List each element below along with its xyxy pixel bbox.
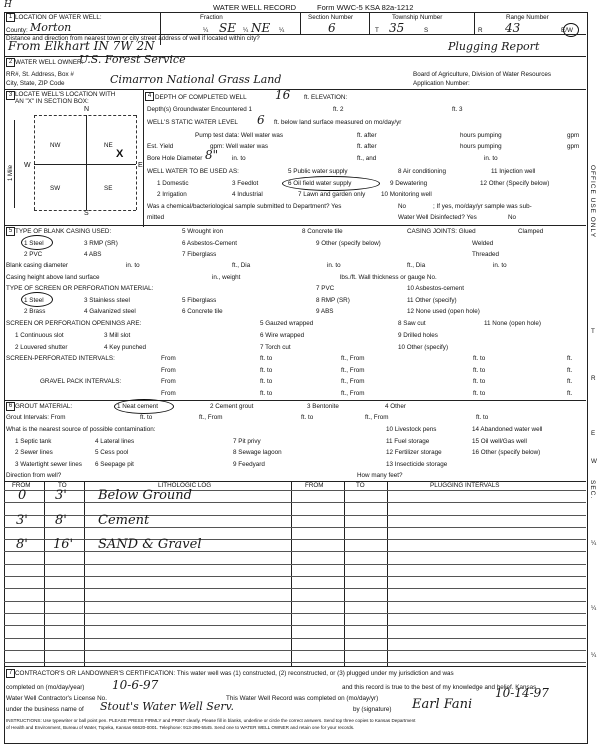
gp-to-2: ft. to — [260, 390, 273, 397]
casing-3: 3 RMP (SR) — [84, 240, 118, 247]
record-value[interactable]: 10-14-97 — [495, 686, 549, 700]
lithologic-header: LITHOLOGIC LOG — [158, 482, 212, 489]
quadrant-ne: NE — [104, 142, 113, 149]
log-rule — [4, 601, 586, 602]
cert-line-1: CONTRACTOR'S OR LANDOWNER'S CERTIFICATION: This water well was (1) constructed, (2) reconstructed, or (3) plugged under my jurisdiction and was — [15, 670, 454, 677]
si-ffrom-2: ft., From — [341, 367, 365, 374]
log-rule — [4, 539, 586, 540]
completed-label: completed on (mo/day/year) — [6, 684, 85, 691]
side-q2: ¼ — [591, 605, 597, 612]
chem-label: Was a chemical/bacteriological sample submitted to Department? Yes — [147, 203, 342, 210]
casing-1: 1 Steel — [24, 240, 44, 247]
bore-value[interactable]: 8" — [205, 148, 219, 162]
pump-label: Pump test data: Well water was — [195, 132, 284, 139]
source-10: 10 Livestock pens — [386, 426, 437, 433]
grout-1: 1 Neat cement — [117, 403, 158, 410]
source-12: 12 Fertilizer storage — [386, 449, 442, 456]
screen-8: 8 RMP (SR) — [316, 297, 350, 304]
si-from-2: From — [161, 367, 176, 374]
casing-dia-2: ft., Dia — [407, 262, 426, 269]
address-value[interactable]: Cimarron National Grass Land — [110, 73, 282, 86]
use-5: 5 Public water supply — [288, 168, 348, 175]
yield-label: Est. Yield — [147, 143, 174, 150]
instructions-2: of Health and Environment, Bureau of Water, Topeka, Kansas 66620-0001. Telephone: 913-296-5545. Send one to WATER WELL OWNER and retain one for your records. — [6, 725, 355, 730]
compass-n: N — [84, 106, 90, 113]
quadrant-sw: SW — [50, 185, 61, 192]
section-number-3: 3 — [6, 91, 15, 100]
owner-label: WATER WELL OWNER: — [15, 59, 84, 66]
casing-in-to-2: in. to — [327, 262, 341, 269]
casing-height: Casing height above land surface — [6, 274, 100, 281]
source-2: 2 Sewer lines — [15, 449, 53, 456]
contamination-title: What is the nearest source of possible contamination: — [6, 426, 156, 433]
casing-7: 7 Fiberglass — [182, 251, 217, 258]
casing-weight: in., weight — [212, 274, 241, 281]
joints-threaded: Threaded — [472, 251, 499, 258]
source-16: 16 Other (specify below) — [472, 449, 541, 456]
screen-7: 7 PVC — [316, 285, 335, 292]
source-6: 6 Seepage pit — [95, 461, 134, 468]
chem-mitted: mitted — [147, 214, 165, 221]
log-rule — [4, 613, 586, 614]
log-row-2-from[interactable]: 3' — [16, 513, 28, 528]
ew-label: E/W — [561, 27, 573, 34]
quarter-call-2[interactable]: NE — [251, 21, 271, 35]
side-t: T — [591, 328, 595, 335]
log-rule — [4, 564, 586, 565]
log-rule — [4, 625, 586, 626]
side-q1: ¼ — [591, 540, 597, 547]
section-number-4: 4 — [145, 92, 154, 101]
section-number-1: 1 — [6, 13, 15, 22]
disinfected-label: Water Well Disinfected? Yes — [398, 214, 477, 221]
well-location-x[interactable]: X — [116, 148, 124, 160]
bore-in-to: in. to — [232, 155, 246, 162]
screen-intervals-label: SCREEN-PERFORATED INTERVALS: — [6, 355, 115, 362]
casing-4: 4 ABS — [84, 251, 102, 258]
screen-12: 12 None used (open hole) — [407, 308, 480, 315]
joints-welded: Welded — [472, 240, 494, 247]
side-sec: SEC. — [589, 480, 596, 500]
screen-5: 5 Fiberglass — [182, 297, 217, 304]
screen-11: 11 Other (specify) — [407, 297, 457, 304]
form-title: WATER WELL RECORD — [213, 3, 297, 12]
log-from-header: FROM — [12, 482, 31, 489]
side-e: E — [591, 430, 596, 437]
casing-dia-1: ft., Dia — [232, 262, 251, 269]
groundwater-2: ft. 2 — [333, 106, 344, 113]
casing-9: 9 Other (specify below) — [316, 240, 381, 247]
side-q3: ¼ — [591, 652, 597, 659]
gravel-label: GRAVEL PACK INTERVALS: — [40, 378, 122, 385]
log-rule — [4, 576, 586, 577]
disinfected-no: No — [508, 214, 517, 221]
location-title: LOCATION OF WATER WELL: — [15, 14, 102, 21]
opening-7: 7 Torch cut — [260, 344, 291, 351]
quadrant-se: SE — [104, 185, 113, 192]
log-to-header: TO — [58, 482, 67, 489]
log-row-1-desc[interactable]: Below Ground — [98, 488, 192, 503]
section-number-7: 7 — [6, 669, 15, 678]
range-value[interactable]: 43 — [505, 21, 521, 35]
log-rule — [4, 490, 586, 491]
plugging-report-note[interactable]: Plugging Report — [448, 40, 540, 53]
business-value[interactable]: Stout's Water Well Serv. — [100, 700, 235, 713]
county-label: County: — [6, 27, 28, 34]
mile-label: 1 Mile — [8, 164, 15, 182]
grout-to-2: ft. to — [301, 414, 314, 421]
si-to-1b: ft. to — [473, 355, 486, 362]
grout-4: 4 Other — [385, 403, 406, 410]
grout-to-3: ft. to — [476, 414, 489, 421]
gp-to-1: ft. to — [260, 378, 273, 385]
gp-ffrom-1: ft., From — [341, 378, 365, 385]
quarter-call-1[interactable]: SE — [219, 21, 236, 35]
section-number-6: 6 — [6, 402, 15, 411]
direction-label: Direction from well? — [6, 472, 62, 479]
cert-true: and this record is true to the best of my knowledge and belief. Kansas — [342, 684, 537, 691]
opening-8: 8 Saw cut — [398, 320, 426, 327]
application-label: Application Number: — [413, 80, 470, 87]
bore-ft-and: ft., and — [357, 155, 377, 162]
depth-label: DEPTH OF COMPLETED WELL — [155, 94, 247, 101]
gp-ffrom-2: ft., From — [341, 390, 365, 397]
office-use-label: OFFICE USE ONLY — [589, 165, 596, 239]
si-ft-1: ft. — [567, 355, 573, 362]
source-15: 15 Oil well/Gas well — [472, 438, 527, 445]
casing-1-circle — [21, 235, 53, 250]
static-value[interactable]: 6 — [257, 113, 265, 127]
elevation-label: ft. ELEVATION: — [304, 94, 348, 101]
source-5: 5 Cess pool — [95, 449, 129, 456]
howmany-label: How many feet? — [357, 472, 403, 479]
gp-from-2: From — [161, 390, 176, 397]
gp-to-1b: ft. to — [473, 378, 486, 385]
instructions-1: INSTRUCTIONS: Use typewriter or ball point pen. PLEASE PRESS FIRMLY and PRINT clearly. Please fill in blanks, underline or circle the correct answers. Send top three copies to Kansas Department — [6, 718, 416, 723]
use-3: 3 Feedlot — [232, 180, 259, 187]
pump-gpm: gpm — [567, 132, 580, 139]
log-rule — [4, 502, 586, 503]
gp-from-1: From — [161, 378, 176, 385]
gp-ft-2: ft. — [567, 390, 573, 397]
board-label: Board of Agriculture, Division of Water Resources — [413, 71, 552, 78]
county-value[interactable]: Morton — [30, 21, 72, 34]
grout-from-3: ft., From — [365, 414, 389, 421]
pump-hours: hours pumping — [460, 132, 502, 139]
grout-2: 2 Cement grout — [210, 403, 254, 410]
bore-in-to-2: in. to — [484, 155, 498, 162]
bore-label: Bore Hole Diameter — [147, 155, 203, 162]
si-to-1: ft. to — [260, 355, 273, 362]
use-title: WELL WATER TO BE USED AS: — [147, 168, 239, 175]
quarter-1: ¼ — [203, 27, 209, 34]
form-number: Form WWC-5 — [317, 3, 363, 12]
use-8: 8 Air conditioning — [398, 168, 446, 175]
source-3: 3 Watertight sewer lines — [15, 461, 82, 468]
groundwater-label: Depth(s) Groundwater Encountered 1 — [147, 106, 253, 113]
si-to-2b: ft. to — [473, 367, 486, 374]
section-number-label: Section Number — [308, 14, 354, 21]
depth-value[interactable]: 16 — [275, 88, 291, 102]
log-row-3-to[interactable]: 16' — [53, 537, 74, 552]
license-label: Water Well Contractor's License No. — [6, 695, 107, 702]
completed-value[interactable]: 10-6-97 — [112, 678, 159, 692]
static-tail: ft. below land surface measured on mo/day/yr — [274, 119, 402, 126]
distance-label: Distance and direction from nearest town or city street address of well if located within city? — [6, 35, 260, 42]
signature-label: by (signature) — [353, 706, 392, 713]
locate-title: LOCATE WELL'S LOCATION WITH — [15, 91, 116, 98]
gp-to-2b: ft. to — [473, 390, 486, 397]
use-1: 1 Domestic — [157, 180, 189, 187]
opening-4: 4 Key punched — [104, 344, 147, 351]
grout-from-2: ft., From — [199, 414, 223, 421]
plug-to-header: TO — [356, 482, 365, 489]
use-9: 9 Dewatering — [390, 180, 428, 187]
record-label: This Water Well Record was completed on (mo/day/yr) — [226, 695, 379, 702]
opening-3: 3 Mill slot — [104, 332, 131, 339]
grout-to-1: ft. to — [140, 414, 153, 421]
yield-after: ft. after — [357, 143, 377, 150]
township-value[interactable]: 35 — [389, 21, 405, 35]
casing-in-to-3: in. to — [493, 262, 507, 269]
casing-in-to: in. to — [126, 262, 140, 269]
joints-clamped: Clamped — [518, 228, 544, 235]
township-label: Township Number — [392, 14, 443, 21]
casing-8: 8 Concrete tile — [302, 228, 343, 235]
si-ft-2: ft. — [567, 367, 573, 374]
groundwater-3: ft. 3 — [452, 106, 463, 113]
opening-2: 2 Louvered shutter — [15, 344, 68, 351]
range-label: Range Number — [506, 14, 549, 21]
side-w: W — [591, 458, 597, 465]
quarter-3: ¼ — [279, 27, 285, 34]
signature-value[interactable]: Earl Fani — [412, 697, 473, 712]
screen-2: 2 Brass — [24, 308, 46, 315]
owner-value[interactable]: U.S. Forest Service — [79, 53, 186, 66]
log-row-1-from[interactable]: 0 — [18, 488, 27, 503]
si-ffrom-1: ft., From — [341, 355, 365, 362]
screen-6: 6 Concrete tile — [182, 308, 223, 315]
log-row-3-desc[interactable]: SAND & Gravel — [98, 537, 202, 552]
casing-diameter: Blank casing diameter — [6, 262, 68, 269]
corner-mark: H — [4, 0, 12, 10]
static-label: WELL'S STATIC WATER LEVEL — [147, 119, 238, 126]
log-rule — [4, 588, 586, 589]
screen-4: 4 Galvanized steel — [84, 308, 136, 315]
plug-from-header: FROM — [305, 482, 324, 489]
screen-1-circle — [21, 292, 53, 307]
opening-11: 11 None (open hole) — [484, 320, 541, 327]
yield-hours: hours pumping — [460, 143, 502, 150]
compass-s: S — [84, 210, 89, 217]
opening-1: 1 Continuous slot — [15, 332, 64, 339]
use-6: 6 Oil field water supply — [288, 180, 352, 187]
source-8: 8 Sewage lagoon — [233, 449, 282, 456]
grout-1-circle — [114, 399, 174, 414]
chem-no: No — [398, 203, 407, 210]
pump-after: ft. after — [357, 132, 377, 139]
screen-9: 9 ABS — [316, 308, 334, 315]
source-4: 4 Lateral lines — [95, 438, 135, 445]
log-rule — [4, 662, 586, 663]
use-7: 7 Lawn and garden only — [298, 191, 366, 198]
log-row-2-desc[interactable]: Cement — [98, 513, 150, 528]
log-row-1-to[interactable]: 3' — [55, 488, 67, 503]
use-11: 11 Injection well — [491, 168, 536, 175]
si-from-1: From — [161, 355, 176, 362]
chem-tail: ; If yes, mo/day/yr sample was sub- — [433, 203, 532, 210]
section-number-5: 5 — [6, 227, 15, 236]
si-to-2: ft. to — [260, 367, 273, 374]
business-label: under the business name of — [6, 706, 84, 713]
locate-title-2: AN "X" IN SECTION BOX: — [15, 98, 89, 105]
source-13: 13 Insecticide storage — [386, 461, 448, 468]
fraction-label: Fraction — [200, 14, 223, 21]
section-number-2: 2 — [6, 58, 15, 67]
use-2: 2 Irrigation — [157, 191, 187, 198]
distance-value[interactable]: From Elkhart IN 7W 2N — [8, 39, 155, 53]
log-row-3-from[interactable]: 8' — [16, 537, 28, 552]
quadrant-nw: NW — [50, 142, 61, 149]
log-rule — [4, 638, 586, 639]
source-7: 7 Pit privy — [233, 438, 261, 445]
openings-title: SCREEN OR PERFORATION OPENINGS ARE: — [6, 320, 142, 327]
opening-5: 5 Gauzed wrapped — [260, 320, 314, 327]
grout-title: GROUT MATERIAL: — [15, 403, 73, 410]
r-label: R — [478, 27, 483, 34]
casing-2: 2 PVC — [24, 251, 43, 258]
screen-1: 1 Steel — [24, 297, 44, 304]
quarter-2: ¼ — [243, 27, 249, 34]
use-4: 4 Industrial — [232, 191, 263, 198]
source-11: 11 Fuel storage — [386, 438, 430, 445]
screen-10: 10 Asbestos-cement — [407, 285, 465, 292]
city-label: City, State, ZIP Code — [6, 80, 65, 87]
compass-w: W — [24, 162, 31, 169]
casing-joints: CASING JOINTS: Glued — [407, 228, 476, 235]
source-14: 14 Abandoned water well — [472, 426, 543, 433]
log-rule — [4, 551, 586, 552]
use-12: 12 Other (Specify below) — [480, 180, 550, 187]
screen-3: 3 Stainless steel — [84, 297, 130, 304]
casing-6: 6 Asbestos-Cement — [182, 240, 237, 247]
address-label: RR#, St. Address, Box # — [6, 71, 74, 78]
grout-3: 3 Bentonite — [307, 403, 339, 410]
plugging-header: PLUGGING INTERVALS — [430, 482, 500, 489]
compass-e: E — [138, 162, 143, 169]
section-value[interactable]: 6 — [328, 21, 336, 35]
source-1: 1 Septic tank — [15, 438, 52, 445]
opening-9: 9 Drilled holes — [398, 332, 438, 339]
side-r: R — [591, 375, 596, 382]
opening-10: 10 Other (specify) — [398, 344, 449, 351]
s-label: S — [424, 27, 429, 34]
log-rule — [4, 515, 586, 516]
gp-ft-1: ft. — [567, 378, 573, 385]
log-rule — [4, 527, 586, 528]
casing-5: 5 Wrought iron — [182, 228, 224, 235]
grout-intervals: Grout Intervals: From — [6, 414, 66, 421]
screen-title: TYPE OF SCREEN OR PERFORATION MATERIAL: — [6, 285, 154, 292]
t-label: T — [375, 27, 379, 34]
log-row-2-to[interactable]: 8' — [55, 513, 67, 528]
casing-title: TYPE OF BLANK CASING USED: — [15, 228, 112, 235]
casing-lbs: lbs./ft. Wall thickness or gauge No. — [340, 274, 437, 281]
opening-6: 6 Wire wrapped — [260, 332, 305, 339]
use-6-circle — [282, 176, 380, 191]
use-10: 10 Monitoring well — [381, 191, 432, 198]
source-9: 9 Feedyard — [233, 461, 265, 468]
ksa-number: KSA 82a-1212 — [365, 3, 414, 12]
log-rule — [4, 650, 586, 651]
yield-tail: gpm: Well water was — [210, 143, 268, 150]
yield-gpm: gpm — [567, 143, 580, 150]
